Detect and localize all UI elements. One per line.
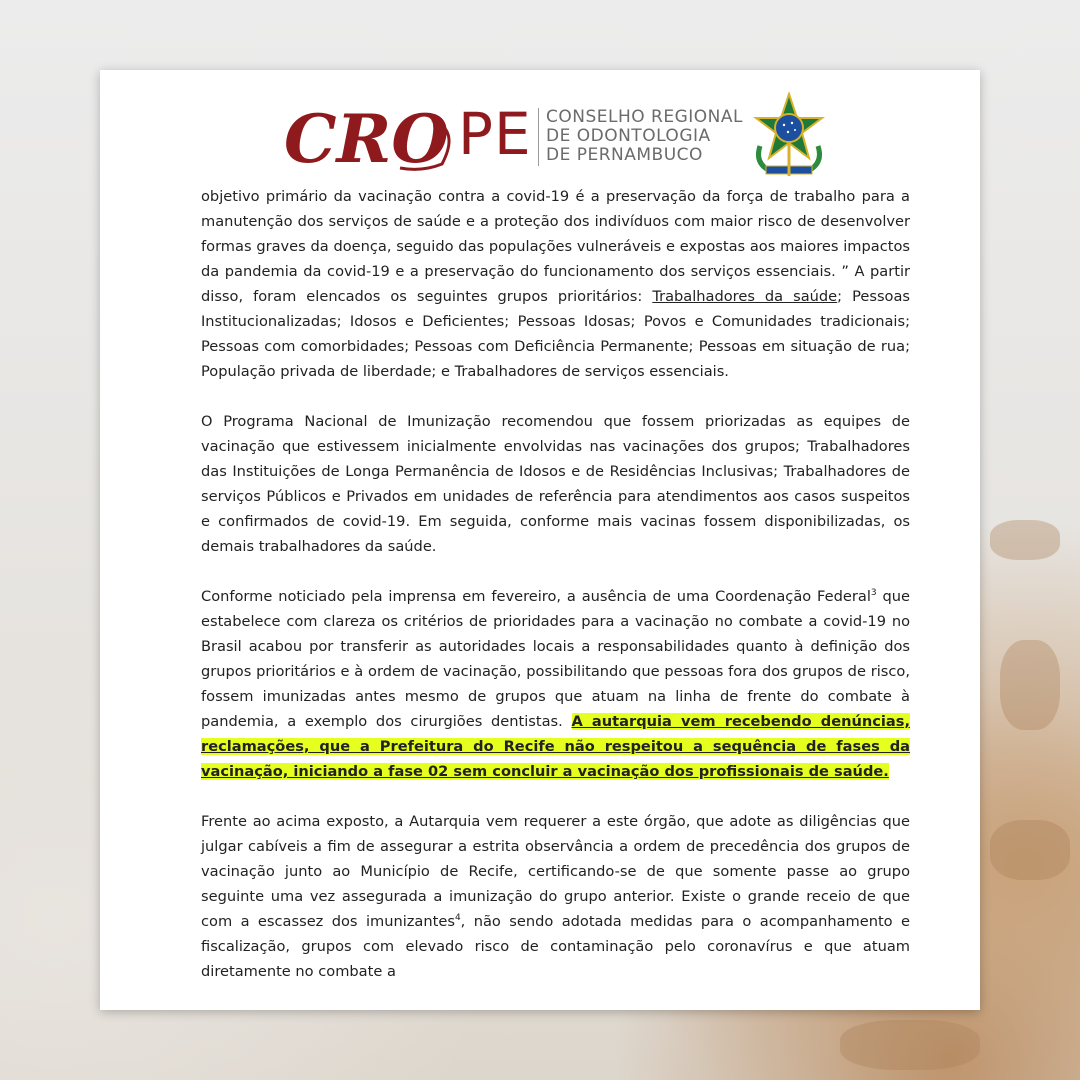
paragraph-3-text-b: que estabelece com clareza os critérios de prioridades para a vacinação no combate a covid-19 no Brasil acabou por transferir as autoridades locais a responsabilidades quanto à definição dos grupos prioritários e à ordem de vacinação, possibilitando que pessoas fora dos grupos de risco, fossem imunizadas antes mesmo de grupos que atuam na linha de frente do combate à pandemia, a exemplo dos cirurgiões dentistas.: [201, 588, 910, 730]
paragraph-1-text-a: objetivo primário da vacinação contra a covid-19 é a preservação da força de trabalho para a manutenção dos serviços de saúde e a proteção dos indivíduos com maior risco de desenvolver formas graves da doença, seguido das populações vulneráveis e expostas aos maiores impactos da pandemia da covid-19 e a preservação do funcionamento dos serviços essenciais. ” A partir disso, foram elencados os seguintes grupos prioritários:: [201, 188, 910, 305]
paragraph-3-text-a: Conforme noticiado pela imprensa em fevereiro, a ausência de uma Coordenação Federal: [201, 588, 871, 605]
background-stain: [840, 1020, 980, 1070]
logo-pe-text: PE: [458, 100, 532, 168]
organization-name: [546, 108, 743, 165]
footnote-ref-4: 4: [454, 913, 461, 924]
footnote-ref-3: 3: [870, 588, 877, 599]
background-stain: [990, 520, 1060, 560]
org-name-line-2: DE ODONTOLOGIA: [546, 126, 711, 146]
cro-logo: [282, 100, 462, 172]
brazil-coat-of-arms-icon: [748, 92, 830, 180]
background-stain: [1000, 640, 1060, 730]
underlined-health-workers: Trabalhadores da saúde: [652, 288, 838, 305]
cro-logo-text: CRO: [284, 100, 449, 172]
logo-divider: [538, 108, 539, 166]
paragraph-1-text-b: ; Pessoas Institucionalizadas; Idosos e Deficientes; Pessoas Idosas; Povos e Comunidades tradicionais; Pessoas com comorbidades; Pessoas com Deficiência Permanente; Pessoas em situação de rua; População privada de liberdade; e Trabalhadores de serviços essenciais.: [201, 288, 911, 380]
highlighted-complaint: A autarquia vem recebendo denúncias, reclamações, que a Prefeitura do Recife não respeitou a sequência de fases da vacinação, iniciando a fase 02 sem concluir a vacinação dos profissionais de saúde.: [201, 713, 910, 780]
org-name-line-3: DE PERNAMBUCO: [546, 145, 703, 165]
paragraph-4-text-b: , não sendo adotada medidas para o acompanhamento e fiscalização, grupos com elevado risco de contaminação pelo coronavírus e que atuam diretamente no combate a: [201, 913, 910, 980]
paragraph-3: [201, 584, 910, 784]
paragraph-4: [201, 809, 910, 984]
background-stain: [990, 820, 1070, 880]
paragraph-4-text-a: Frente ao acima exposto, a Autarquia vem requerer a este órgão, que adote as diligências que julgar cabíveis a fim de assegurar a estrita observância a ordem de precedência dos grupos de vacinação junto ao Município de Recife, certificando-se de que somente passe ao grupo seguinte uma vez assegurada a imunização do grupo anterior. Existe o grande receio de que com a escassez dos imunizantes: [201, 813, 910, 930]
paragraph-2: O Programa Nacional de Imunização recomendou que fossem priorizadas as equipes de vacinação que estivessem inicialmente envolvidas nas vacinações dos grupos; Trabalhadores das Instituições de Longa Permanência de Idosos e de Residências Inclusivas; Trabalhadores de serviços Públicos e Privados em unidades de referência para atendimentos aos casos suspeitos e confirmados de covid-19. Em seguida, conforme mais vacinas fossem disponibilizadas, os demais trabalhadores da saúde.: [201, 413, 910, 555]
document-body: [201, 184, 910, 1009]
org-name-line-1: CONSELHO REGIONAL: [546, 107, 743, 127]
document-page: [100, 70, 980, 1010]
paragraph-1: [201, 184, 910, 384]
letterhead: [100, 70, 980, 190]
